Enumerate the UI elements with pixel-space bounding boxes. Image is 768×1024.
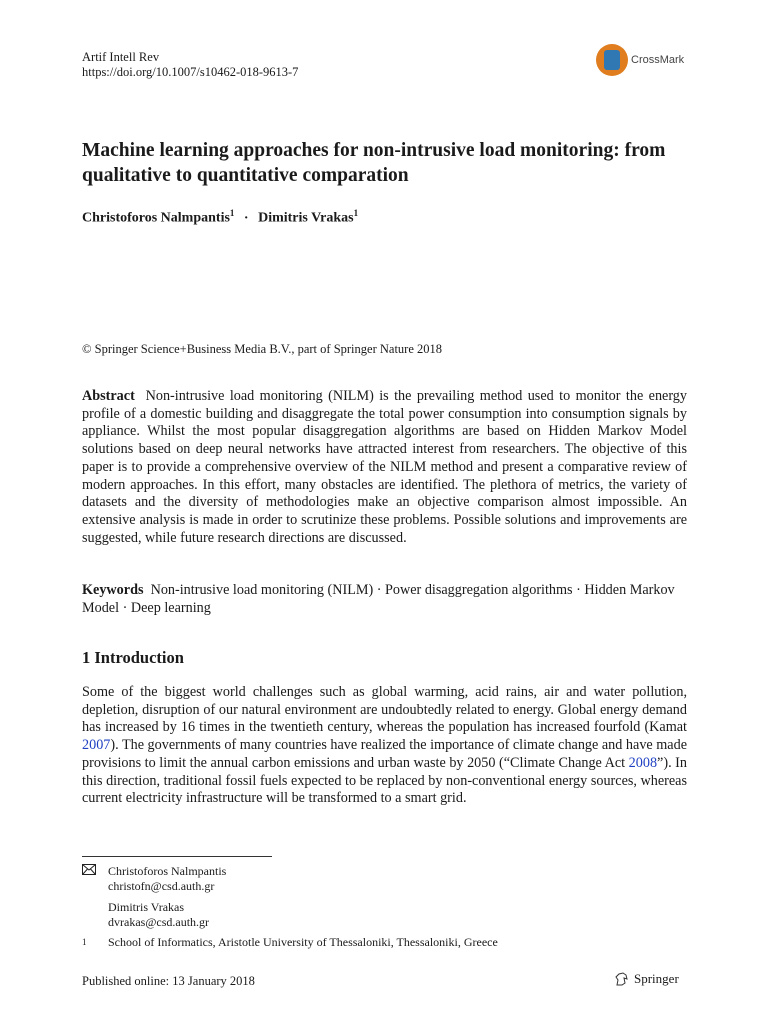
affiliation-footnote [82, 935, 498, 950]
paper-title: Machine learning approaches for non-intrusive load monitoring: from qualitative to quantitative comparation [82, 140, 666, 186]
contact-name: Dimitris Vrakas [108, 900, 185, 914]
keywords-label: Keywords [82, 582, 144, 598]
contact-block [82, 900, 209, 929]
author-separator: · [243, 210, 249, 226]
contact-email[interactable]: christofn@csd.auth.gr [108, 878, 215, 893]
author-name: Christoforos Nalmpantis [82, 210, 230, 226]
affiliation-marker: 1 [353, 208, 359, 218]
footnote-divider [82, 856, 272, 857]
published-date: Published online: 13 January 2018 [82, 974, 255, 988]
abstract-label: Abstract [82, 388, 135, 404]
abstract-text: Non-intrusive load monitoring (NILM) is the prevailing method used to monitor the energy profile of a domestic building and disaggregate the total power consumption into consumption signals by appliance. Whilst the most popular disaggregation algorithms are based on Hidden Markov Model solutions based on deep neural networks have attracted interest from researchers. The objective of this paper is to provide a comprehensive overview of the NILM method and present a comparative review of modern approaches. In this effort, many obstacles are identified. The plethora of metrics, the variety of datasets and the diversity of methodologies make an objective comparison almost impossible. An extensive analysis is made in order to scrutinize these problems. Possible solutions and improvements are suggested, while future research directions are discussed. [82, 388, 687, 546]
intro-text: Some of the biggest world challenges such as global warming, acid rains, air and water pollution, depletion, disruption of our natural environment are undoubtedly related to energy. Global energy demand has increased by 16 times in the twentieth century, whereas the population has increased fourfold (Kamat [82, 684, 687, 736]
section-heading: 1 Introduction [82, 648, 184, 667]
affiliation-marker: 1 [229, 208, 235, 218]
journal-name: Artif Intell Rev [82, 50, 160, 64]
copyright-notice: © Springer Science+Business Media B.V., part of Springer Nature 2018 [82, 342, 443, 356]
keywords-text: Non-intrusive load monitoring (NILM) · Power disaggregation algorithms · Hidden Markov Model · Deep learning [82, 582, 675, 616]
springer-horse-icon [614, 971, 630, 987]
intro-text: ). The governments of many countries have realized the importance of climate change and have made provisions to limit the annual carbon emissions and urban waste by 2050 (“Climate Change Act [82, 737, 687, 771]
author-line [82, 208, 358, 227]
envelope-icon [82, 864, 108, 879]
contact-email[interactable]: dvrakas@csd.auth.gr [108, 914, 210, 929]
keywords [82, 582, 687, 617]
crossmark-label: CrossMark [631, 54, 685, 66]
contact-name: Christoforos Nalmpantis [108, 864, 227, 878]
crossmark-icon [596, 44, 628, 76]
footnote-number: 1 [82, 937, 87, 947]
doi-link[interactable]: https://doi.org/10.1007/s10462-018-9613-7 [82, 65, 299, 79]
citation-link[interactable]: 2008 [628, 754, 658, 771]
affiliation-text: School of Informatics, Aristotle University of Thessaloniki, Thessaloniki, Greece [108, 935, 498, 949]
author-name: Dimitris Vrakas [258, 210, 354, 226]
contact-block [82, 864, 226, 893]
crossmark-badge[interactable] [596, 44, 684, 76]
abstract [82, 388, 687, 547]
journal-header [82, 50, 298, 80]
citation-link[interactable]: 2007 [82, 737, 111, 754]
introduction-paragraph [82, 684, 687, 808]
intro-text: ”). In this direction, traditional fossil fuels expected to be replaced by non-conventional energy sources, whereas current electricity infrastructure will be transformed to a smart grid. [82, 754, 687, 807]
publisher-name: Springer [634, 971, 679, 986]
publisher-logo [614, 971, 679, 987]
